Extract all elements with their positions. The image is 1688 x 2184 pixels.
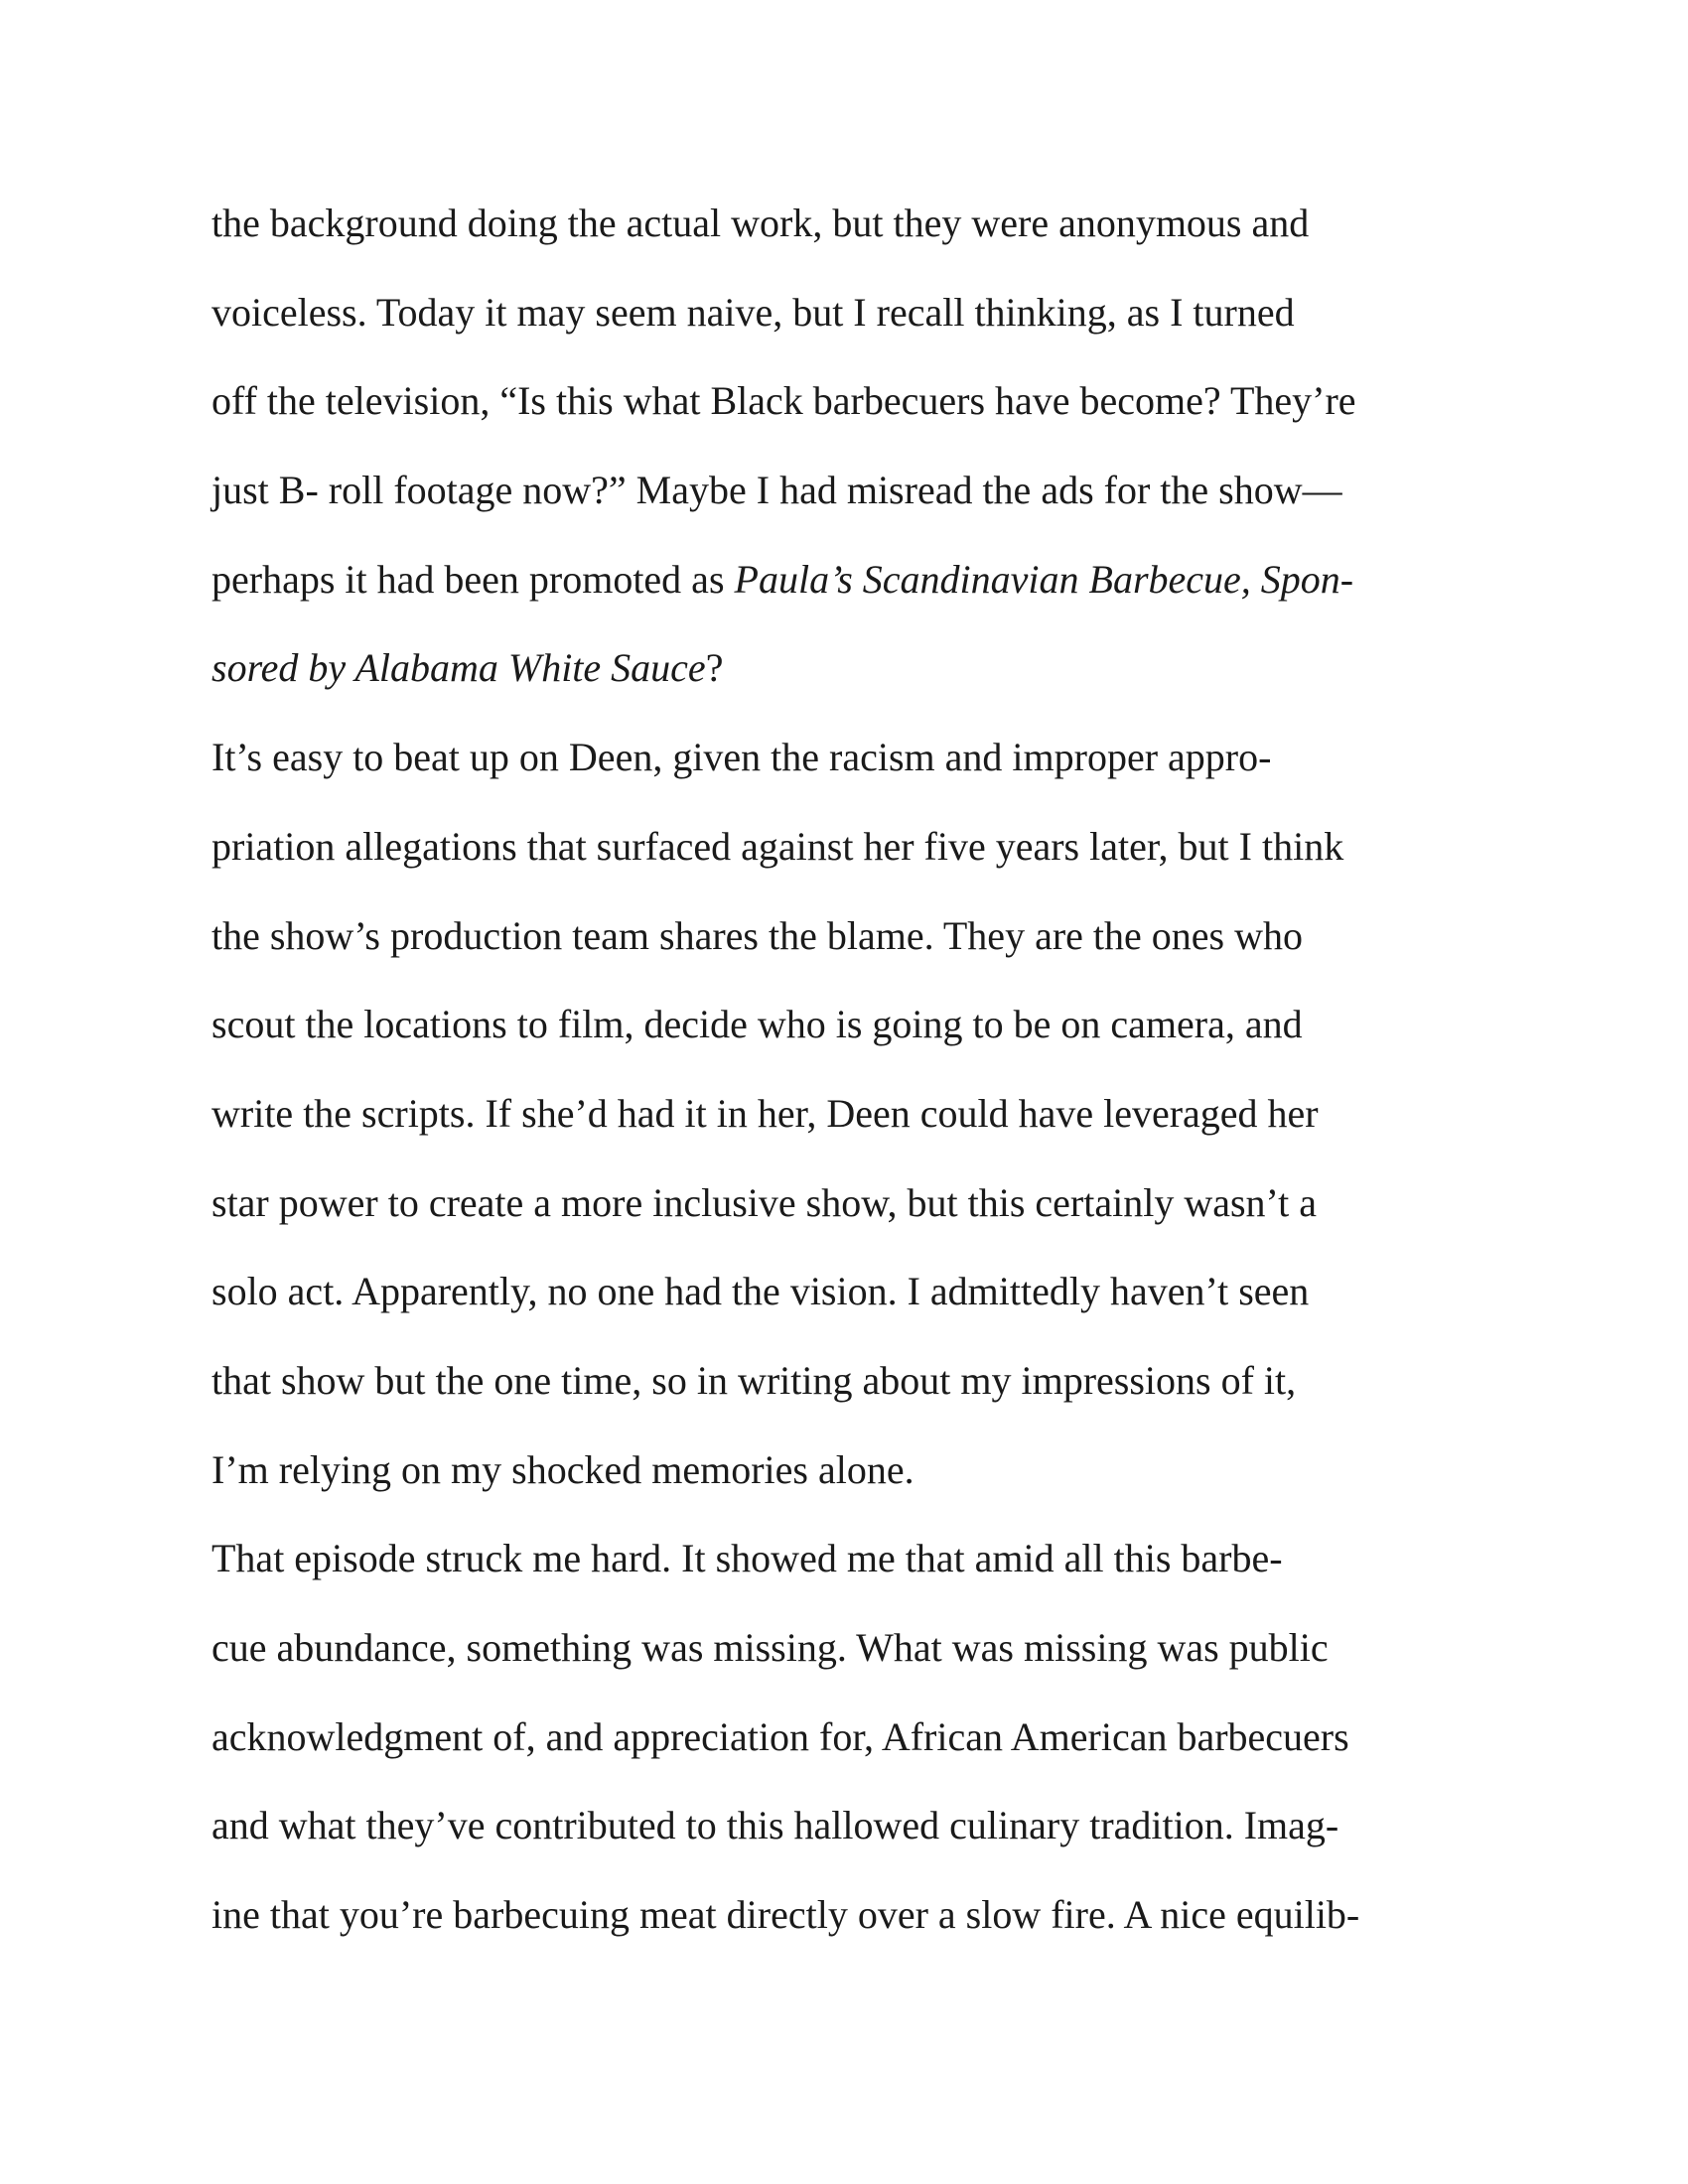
text-line (211, 1880, 1502, 1970)
text-line (211, 1346, 1502, 1435)
text-line (211, 990, 1502, 1079)
text-line (211, 545, 1502, 634)
text-line (211, 1079, 1502, 1168)
text-segment: just B- roll footage now?” Maybe I had misread the ads for the show— (211, 468, 1342, 513)
text-segment: the background doing the actual work, but they were anonymous and (211, 201, 1310, 245)
text-segment: off the television, “Is this what Black barbecuers have become? They’re (211, 378, 1356, 424)
text-line (211, 189, 1502, 278)
text-segment: the show’s production team shares the blame. They are the ones who (211, 912, 1303, 958)
text-line (211, 1435, 1502, 1525)
text-segment: scout the locations to film, decide who is going to be on camera, and (211, 1002, 1303, 1047)
text-segment: star power to create a more inclusive show, but this certainly wasn’t a (211, 1179, 1317, 1225)
text-line (211, 812, 1502, 901)
text-segment: priation allegations that surfaced against her five years later, but I think (211, 823, 1344, 869)
text-line (211, 901, 1502, 991)
text-segment: That episode struck me hard. It showed me that amid all this barbe- (211, 1536, 1283, 1581)
text-line (211, 1613, 1502, 1703)
text-segment: ine that you’re barbecuing meat directly over a slow fire. A nice equilib- (211, 1892, 1360, 1938)
text-line (211, 633, 1502, 723)
text-line (211, 366, 1502, 456)
text-line (211, 1791, 1502, 1880)
text-line (211, 1703, 1502, 1792)
text-segment: write the scripts. If she’d had it in her, Deen could have leveraged her (211, 1090, 1319, 1136)
text-line (211, 1168, 1502, 1258)
italic-title-text: sored by Alabama White Sauce (211, 645, 706, 691)
text-segment: solo act. Apparently, no one had the vision. I admittedly haven’t seen (211, 1269, 1310, 1314)
text-line (211, 723, 1502, 812)
text-line (211, 456, 1502, 545)
text-segment: voiceless. Today it may seem naive, but I recall thinking, as I turned (211, 289, 1295, 335)
text-segment: cue abundance, something was missing. What was missing was public (211, 1625, 1329, 1670)
text-line (211, 1257, 1502, 1346)
text-line (211, 278, 1502, 367)
italic-title-text: Paula’s Scandinavian Barbecue, Spon- (734, 556, 1354, 602)
text-line (211, 1524, 1502, 1613)
text-segment: acknowledgment of, and appreciation for, African American barbecuers (211, 1713, 1349, 1759)
body-text (211, 189, 1502, 1970)
text-segment: It’s easy to beat up on Deen, given the racism and improper appro- (211, 735, 1272, 780)
text-segment: perhaps it had been promoted as (211, 556, 735, 602)
text-segment: and what they’ve contributed to this hallowed culinary tradition. Imag- (211, 1803, 1339, 1848)
text-segment: I’m relying on my shocked memories alone. (211, 1446, 914, 1492)
text-segment: ? (705, 645, 724, 691)
text-segment: that show but the one time, so in writing about my impressions of it, (211, 1357, 1297, 1403)
